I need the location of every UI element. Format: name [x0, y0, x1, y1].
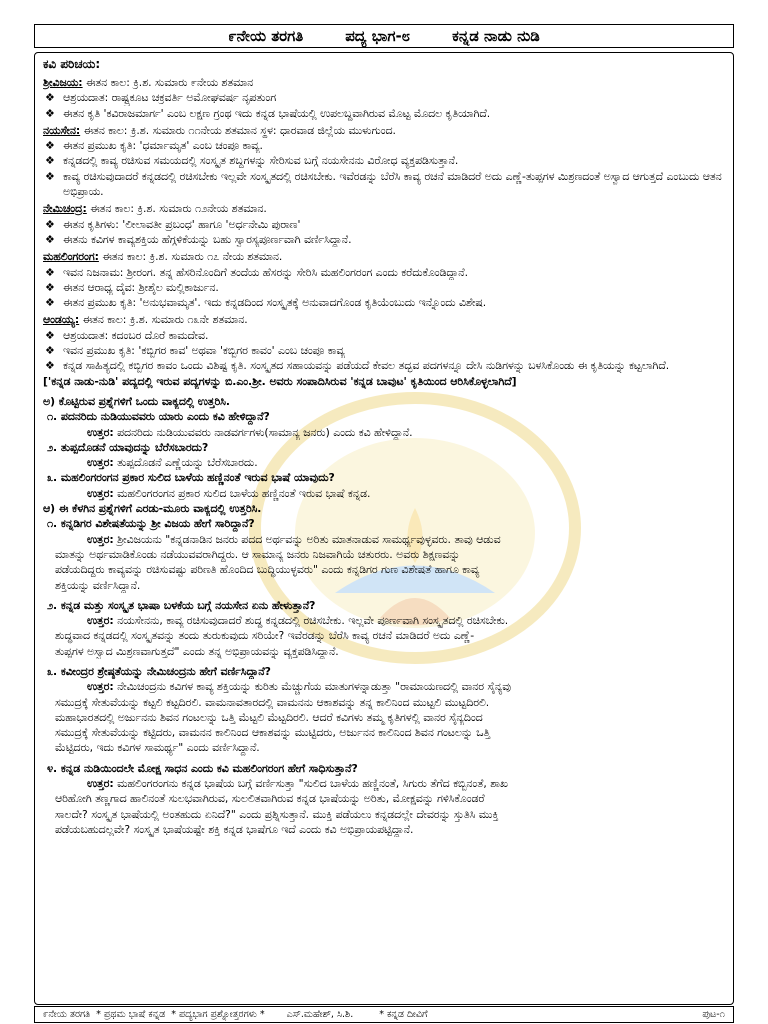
answer-continuation: ಪಡೆಯಬಹುದಲ್ಲವೇ? ಸಂಸ್ಕೃತ ಭಾಷೆಯಷ್ಟೇ ಶಕ್ತಿ ಕನ್ನಡ ಭಾಷೆಗೂ ಇದೆ ಎಂದು ಕವಿ ಅಭಿಪ್ರಾಯಪಟ್ಟಿದ್ದಾನೆ. — [55, 822, 414, 836]
poet-info: ಈತನ ಕಾಲ: ಕ್ರಿ.ಶ. ಸುಮಾರು ೧೨ನೇಯ ಶತಮಾನ. — [86, 202, 267, 216]
bullet-item: ❖ ಈತನ ಕೃತಿಗಳು: 'ಲೀಲಾವತೀ ಪ್ರಬಂಧ' ಹಾಗೂ 'ಅರ್ಧನೇಮಿ ಪುರಾಣ' — [43, 217, 725, 232]
answer-label: ಉತ್ತರ: — [87, 425, 114, 439]
footer-brand: * ಕನ್ನಡ ದೀವಿಗೆ — [379, 1009, 428, 1020]
answer-text: ಶ್ರೀವಿಜಯನು "ಕನ್ನಡನಾಡಿನ ಜನರು ಪದದ ಅರ್ಥವನ್ನು ಅರಿತು ಮಾತನಾಡುವ ಸಾಮರ್ಥ್ಯವುಳ್ಳವರು. ತಾವು ಆಡುವ — [113, 532, 501, 546]
bullet-item: ❖ ಇವನ ಪ್ರಮುಖ ಕೃತಿ: 'ಕಬ್ಬಿಗರ ಕಾವ' ಅಥವಾ 'ಕಬ್ಬಿಗರ ಕಾವಂ' ಎಂಬ ಚಂಪೂ ಕಾವ್ಯ — [43, 343, 725, 358]
footer-subject: * ಪ್ರಥಮ ಭಾಷೆ ಕನ್ನಡ — [96, 1009, 166, 1020]
answer-continuation: ತುಪ್ಪಗಳ ಅಸ್ವಾದ ಮಿಶ್ರಣವಾಗುತ್ತದೆ" ಎಂದು ತನ್ನ ಅಭಿಪ್ರಾಯವನ್ನು ವ್ಯಕ್ತಪಡಿಸಿದ್ದಾನೆ. — [55, 644, 339, 658]
answer-line — [43, 425, 725, 440]
footer-page-number: ಪುಟ-೧ — [702, 1009, 725, 1020]
footer-class: ೯ನೇಯ ತರಗತಿ — [43, 1009, 91, 1020]
answer-label: ಉತ್ತರ: — [87, 486, 114, 500]
footer-material: * ಪದ್ಯಭಾಗ ಪ್ರಶ್ನೋತ್ತರಗಳು * — [171, 1009, 265, 1020]
poet-andayya-line — [43, 312, 725, 327]
header-title: ಕನ್ನಡ ನಾಡು ನುಡಿ — [452, 27, 540, 45]
question: ೨. ಕನ್ನಡ ಮತ್ತು ಸಂಸ್ಕೃತ ಭಾಷಾ ಬಳಕೆಯ ಬಗ್ಗೆ ನಯಸೇನ ಏನು ಹೇಳುತ್ತಾನೆ? — [47, 598, 316, 612]
content-box — [34, 52, 734, 1005]
answer-label: ಉತ್ತರ: — [87, 456, 114, 470]
poet-info: ಈತನ ಕಾಲ: ಕ್ರಿ.ಶ. ಸುಮಾರು ೧೧ನೇಯ ಶತಮಾನ ಸ್ಥಳ: ಧಾರವಾಡ ಜಿಲ್ಲೆಯ ಮುಳುಗುಂದ. — [80, 123, 396, 137]
question: ೪. ಕನ್ನಡ ನುಡಿಯಿಂದಲೇ ಮೋಕ್ಷ ಸಾಧನ ಎಂದು ಕವಿ ಮಹಲಿಂಗರಂಗ ಹೇಗೆ ಸಾಧಿಸುತ್ತಾನೆ? — [47, 761, 358, 775]
poet-name: ನೇಮಿಚಂದ್ರ: — [43, 202, 87, 216]
answer-continuation: ಶುದ್ಧವಾದ ಕನ್ನಡದಲ್ಲಿ ಸಂಸ್ಕೃತವನ್ನು ತಂದು ತುರುಕುವುದು ಸರಿಯೇ? ಇವೆರಡನ್ನು ಬೆರೆಸಿ ಕಾವ್ಯ ರಚನೆ ಮಾಡಿದರೆ ಅದು ಎಣ್ಣೆ- — [55, 629, 475, 643]
bullet-item: ❖ ಈತನ ಆರಾಧ್ಯ ದೈವ: ಶ್ರೀಶೈಲ ಮಲ್ಲಿಕಾರ್ಜುನ. — [43, 280, 725, 295]
bullet-item: ❖ ಈತನ ಪ್ರಮುಖ ಕೃತಿ: 'ಅನುಭವಾಮೃತ'. ಇದು ಕನ್ನಡದಿಂದ ಸಂಸ್ಕೃತಕ್ಕೆ ಅನುವಾದಗೊಂಡ ಕೃತಿಯೆಂಬುದು ಇನ್ನೊಂದು ವಿಶೇಷ. — [43, 295, 725, 310]
footer-author: ಎಸ್.ಮಹೇಶ್, ಸಿ.ಶಿ. — [286, 1009, 354, 1020]
answer-continuation: ಮಾತನ್ನು ಅರ್ಥಮಾಡಿಕೊಂಡು ನಡೆಯುವವರಾಗಿದ್ದರು. ಆ ಸಾಮಾನ್ಯ ಜನರು ನಿಜವಾಗಿಯೆ ಚತುರರು. ಅವರು ಶಿಕ್ಷಣವನ್ನು — [55, 547, 461, 561]
section-b-heading: ಆ) ಈ ಕೆಳಗಿನ ಪ್ರಶ್ನೆಗಳಿಗೆ ಎರಡು-ಮೂರು ವಾಕ್ಯದಲ್ಲಿ ಉತ್ತರಿಸಿ. — [43, 502, 262, 516]
answer-line — [43, 532, 725, 547]
answer-label: ಉತ್ತರ: — [87, 680, 114, 694]
question: ೨. ತುಪ್ಪದೊಡನೆ ಯಾವುದನ್ನು ಬೆರೆಸಬಾರದು? — [47, 440, 209, 454]
answer-line — [43, 455, 725, 470]
section-a-heading: ಅ) ಕೊಟ್ಟಿರುವ ಪ್ರಶ್ನೆಗಳಿಗೆ ಒಂದು ವಾಕ್ಯದಲ್ಲಿ ಉತ್ತರಿಸಿ. — [43, 394, 230, 408]
question: ೧. ಕನ್ನಡಿಗರ ವಿಶೇಷತೆಯನ್ನು ಶ್ರೀ ವಿಜಯ ಹೇಗೆ ಸಾರಿದ್ದಾನೆ? — [47, 517, 255, 531]
question: ೧. ಪದನರಿದು ನುಡಿಯುವವರು ಯಾರು ಎಂದು ಕವಿ ಹೇಳಿದ್ದಾನೆ? — [47, 410, 270, 424]
answer-continuation: ಪಡೆಯದಿದ್ದರು ಕಾವ್ಯವನ್ನು ರಚಿಸುವಷ್ಟು ಪರಿಣತಿ ಹೊಂದಿದ ಬುದ್ಧಿಯುಳ್ಳವರು" ಎಂದು ಕನ್ನಡಿಗರ ಗುಣ ವಿಶೇಷತೆ ಹಾಗೂ ಕಾವ್ಯ — [55, 563, 480, 577]
answer-continuation: ಮೆಟ್ಟಿದರು, ಇದು ಕವಿಗಳ ಸಾಮರ್ಥ್ಯ" ಎಂದು ವರ್ಣಿಸಿದ್ದಾನೆ. — [55, 741, 260, 755]
answer-line — [43, 776, 725, 791]
poet-name: ಶ್ರೀವಿಜಯ: — [43, 76, 83, 89]
poet-info: ಈತನ ಕಾಲ: ಕ್ರಿ.ಶ. ಸುಮಾರು ೧೩ನೇ ಶತಮಾನ. — [79, 313, 248, 327]
poet-name: ಆಂಡಯ್ಯ: — [43, 313, 80, 327]
answer-text: ಪದನರಿದು ನುಡಿಯುವವರು ನಾಡವರ್ಗಗಳು(ಸಾಮಾನ್ಯ ಜನರು) ಎಂದು ಕವಿ ಹೇಳಿದ್ದಾನೆ. — [113, 425, 413, 439]
answer-continuation: ಶಕ್ತಿಯನ್ನು ವರ್ಣಿಸಿದ್ದಾನೆ. — [55, 578, 141, 592]
question: ೩. ಮಹಲಿಂಗರಂಗನ ಪ್ರಕಾರ ಸುಲಿದ ಬಾಳೆಯ ಹಣ್ಣಿನಂತೆ ಇರುವ ಭಾಷೆ ಯಾವುದು? — [47, 471, 335, 485]
poet-info: ಈತನ ಕಾಲ: ಕ್ರಿ.ಶ. ಸುಮಾರು ೯ನೇಯ ಶತಮಾನ — [82, 76, 254, 89]
answer-continuation: ಮಹಾಭಾರತದಲ್ಲಿ ಅರ್ಜುನನು ಶಿವನ ಗಂಟಲನ್ನು ಒತ್ತಿ ಮೆಟ್ಟಲಿ ಮೆಟ್ಟದಿರಲಿ. ಆದರೆ ಕವಿಗಳು ತಮ್ಮ ಕೃತಿಗಳಲ್ಲಿ ವಾನರ ಸೈನ್ಯದಿಂದ — [55, 710, 483, 724]
answer-text: ನೇಮಿಚಂದ್ರನು ಕವಿಗಳ ಕಾವ್ಯ ಶಕ್ತಿಯನ್ನು ಕುರಿತು ಮೆಚ್ಚುಗೆಯ ಮಾತುಗಳನ್ನಾಡುತ್ತಾ "ರಾಮಾಯಣದಲ್ಲಿ ವಾನರ ಸೈನ್ಯವು — [113, 680, 512, 694]
bullet-item: ❖ ಕಾವ್ಯ ರಚಿಸುವುದಾದರೆ ಕನ್ನಡದಲ್ಲಿ ರಚಿಸಬೇಕು ಇಲ್ಲವೇ ಸಂಸ್ಕೃತದಲ್ಲಿ ರಚಿಸಬೇಕು. ಇವೆರಡನ್ನು ಬೆರೆಸಿ ಕಾವ್ಯ ರಚನೆ ಮಾಡಿದರೆ ಅದು ಎಣ್ಣೆ-ತುಪ್ಪಗಳ ಮಿಶ್ರಣದಂತೆ ಅಸ್ವಾದ ಆಗುತ್ತದೆ ಎಂಬುದು ಆತನ ಅಭಿಪ್ರಾಯ. — [43, 169, 725, 200]
poet-sreevijaya-line — [43, 75, 725, 90]
answer-text: ಮಹಲಿಂಗರಂಗನ ಪ್ರಕಾರ ಸುಲಿದ ಬಾಳೆಯ ಹಣ್ಣಿನಂತೆ ಇರುವ ಭಾಷೆ ಕನ್ನಡ. — [113, 486, 371, 500]
bullet-item: ❖ ಆಶ್ರಯದಾತ: ರಾಷ್ಟ್ರಕೂಟ ಚಕ್ರವರ್ತಿ ಅಮೋಘವರ್ಷ ನೃಪತುಂಗ — [43, 90, 725, 105]
bullet-item: ❖ ಕನ್ನಡದಲ್ಲಿ ಕಾವ್ಯ ರಚಿಸುವ ಸಮಯದಲ್ಲಿ ಸಂಸ್ಕೃತ ಶಬ್ದಗಳನ್ನು ಸೇರಿಸುವ ಬಗ್ಗೆ ನಯಸೇನನು ವಿರೋಧ ವ್ಯಕ್ತಪಡಿಸುತ್ತಾನೆ. — [43, 153, 725, 168]
answer-continuation: ಆರಿಹೋಗಿ ತಣ್ಣಗಾದ ಹಾಲಿನಂತೆ ಸುಲಭವಾಗಿರುವ, ಸುಲಲಿತವಾಗಿರುವ ಕನ್ನಡ ಭಾಷೆಯನ್ನು ಅರಿತು, ಮೋಕ್ಷವನ್ನು ಗಳಿಸಿಕೊಂಡರೆ — [55, 792, 485, 806]
header-class: ೯ನೇಯ ತರಗತಿ — [228, 27, 304, 45]
poet-name: ನಯಸೇನ: — [43, 123, 81, 137]
answer-label: ಉತ್ತರ: — [87, 532, 114, 546]
answer-continuation: ಸಮುದ್ರಕ್ಕೆ ಸೇತುವೆಯನ್ನು ಕಟ್ಟಿದರು, ವಾಮನನ ಕಾಲಿನಿಂದ ಆಕಾಶವನ್ನು ಮುಟ್ಟಿದರು, ಅರ್ಜುನನ ಕಾಲಿನಿಂದ ಶಿವನ ಗಂಟಲನ್ನು ಒತ್ತಿ — [55, 726, 491, 740]
answer-label: ಉತ್ತರ: — [87, 614, 114, 628]
poet-intro-heading: ಕವಿ ಪರಿಚಯ: — [43, 57, 101, 71]
answer-text: ತುಪ್ಪದೊಡನೆ ಎಣ್ಣೆಯನ್ನು ಬೆರೆಸಬಾರದು. — [113, 456, 258, 470]
bullet-item: ❖ ಆಶ್ರಯದಾತ: ಕದಂಬರ ದೊರೆ ಕಾಮದೇವ. — [43, 328, 725, 343]
question: ೩. ಕವೀಂದ್ರರ ಶ್ರೇಷ್ಠತೆಯನ್ನು ನೇಮಿಚಂದ್ರನು ಹೇಗೆ ವರ್ಣಿಸಿದ್ದಾನೆ? — [47, 664, 271, 678]
poet-info: ಈತನ ಕಾಲ: ಕ್ರಿ.ಶ. ಸುಮಾರು ೧೭ ನೇಯ ಶತಮಾನ. — [98, 250, 283, 264]
page-footer — [34, 1006, 734, 1023]
answer-label: ಉತ್ತರ: — [87, 777, 114, 791]
header-part: ಪದ್ಯ ಭಾಗ-೮ — [345, 27, 411, 45]
answer-line — [43, 613, 725, 628]
bullet-item: ❖ ಕನ್ನಡ ಸಾಹಿತ್ಯದಲ್ಲಿ ಕಬ್ಬಿಗರ ಕಾವಂ ಒಂದು ವಿಶಿಷ್ಟ ಕೃತಿ. ಸಂಸ್ಕೃತದ ಸಹಾಯವನ್ನು ಪಡೆಯದೆ ಕೇವಲ ತದ್ಭವ ಪದಗಳನ್ನೂ ದೇಸಿ ನುಡಿಗಳನ್ನು ಬಳಸಿಕೊಂಡು ಈ ಕೃತಿಯನ್ನು ಕಟ್ಟಲಾಗಿದೆ. — [43, 358, 725, 373]
answer-continuation: ಸಮುದ್ರಕ್ಕೆ ಸೇತುವೆಯನ್ನು ಕಟ್ಟಲಿ ಕಟ್ಟದಿರಲಿ. ವಾಮನಾವತಾರದಲ್ಲಿ ವಾಮನನು ಆಕಾಶವನ್ನು ತನ್ನ ಕಾಲಿನಿಂದ ಮುಟ್ಟಲಿ ಮುಟ್ಟದಿರಲಿ. — [55, 695, 490, 709]
answer-line — [43, 679, 725, 694]
poet-nemichandra-line — [43, 201, 725, 216]
bullet-item: ❖ ಇವನ ನಿಜನಾಮ: ಶ್ರೀರಂಗ. ತನ್ನ ಹೆಸರಿನೊಂದಿಗೆ ತಂದೆಯ ಹೆಸರನ್ನು ಸೇರಿಸಿ ಮಹಲಿಂಗರಂಗ ಎಂದು ಕರೆದುಕೊಂಡಿದ್ದಾನೆ. — [43, 265, 725, 280]
answer-text: ನಯಸೇನನು, ಕಾವ್ಯ ರಚಿಸುವುದಾದರೆ ಶುದ್ಧ ಕನ್ನಡದಲ್ಲಿ ರಚಿಸಬೇಕು. ಇಲ್ಲವೇ ಪೂರ್ಣವಾಗಿ ಸಂಸ್ಕೃತದಲ್ಲಿ ರಚಿಸಬೇಕು. — [113, 614, 509, 628]
answer-line — [43, 486, 725, 501]
poet-nayasena-line — [43, 123, 725, 138]
bullet-item: ❖ ಈತನ ಕೃತಿ 'ಕವಿರಾಜಮಾರ್ಗ' ಎಂಬ ಲಕ್ಷಣ ಗ್ರಂಥ ಇದು ಕನ್ನಡ ಭಾಷೆಯಲ್ಲಿ ಉಪಲಬ್ಧವಾಗಿರುವ ಮೊಟ್ಟ ಮೊದಲ ಕೃತಿಯಾಗಿದೆ. — [43, 106, 725, 121]
answer-continuation: ಸಾಲದೇ? ಸಂಸ್ಕೃತ ಭಾಷೆಯಲ್ಲಿ ಅಂತಹುದು ಏನಿದೆ?" ಎಂದು ಪ್ರಶ್ನಿಸುತ್ತಾನೆ. ಮುಕ್ತಿ ಪಡೆಯಲು ಕನ್ನಡದಲ್ಲೇ ದೇವರನ್ನು ಸ್ತುತಿಸಿ ಮುಕ್ತಿ — [55, 807, 499, 821]
bullet-item: ❖ ಈತನ ಪ್ರಮುಖ ಕೃತಿ: 'ಧರ್ಮಾಮೃತ' ಎಂಬ ಚಂಪೂ ಕಾವ್ಯ. — [43, 138, 725, 153]
source-note: ['ಕನ್ನಡ ನಾಡು-ನುಡಿ' ಪದ್ಯದಲ್ಲಿ ಇರುವ ಪದ್ಯಗಳನ್ನು ಬಿ.ಎಂ.ಶ್ರೀ. ಅವರು ಸಂಪಾದಿಸಿರುವ 'ಕನ್ನಡ ಬಾವುಟ' ಕೃತಿಯಿಂದ ಆರಿಸಿಕೊಳ್ಳಲಾಗಿದೆ] — [43, 374, 517, 388]
answer-text: ಮಹಲಿಂಗರಂಗನು ಕನ್ನಡ ಭಾಷೆಯ ಬಗ್ಗೆ ವರ್ಣಿಸುತ್ತಾ "ಸುಲಿದ ಬಾಳೆಯ ಹಣ್ಣಿನಂತೆ, ಸಿಗುರು ತೆಗೆದ ಕಬ್ಬಿನಂತೆ, ಶಾಖ — [113, 777, 508, 791]
poet-name: ಮಹಲಿಂಗರಂಗ: — [43, 250, 99, 264]
page-header — [34, 24, 734, 48]
bullet-item: ❖ ಈತನು ಕವಿಗಳ ಕಾವ್ಯಶಕ್ತಿಯ ಹೆಗ್ಗಳಿಕೆಯನ್ನು ಬಹು ಸ್ವಾರಸ್ಯಪೂರ್ಣವಾಗಿ ವರ್ಣಿಸಿದ್ದಾನೆ. — [43, 232, 725, 247]
poet-mahalingaranga-line — [43, 249, 725, 264]
